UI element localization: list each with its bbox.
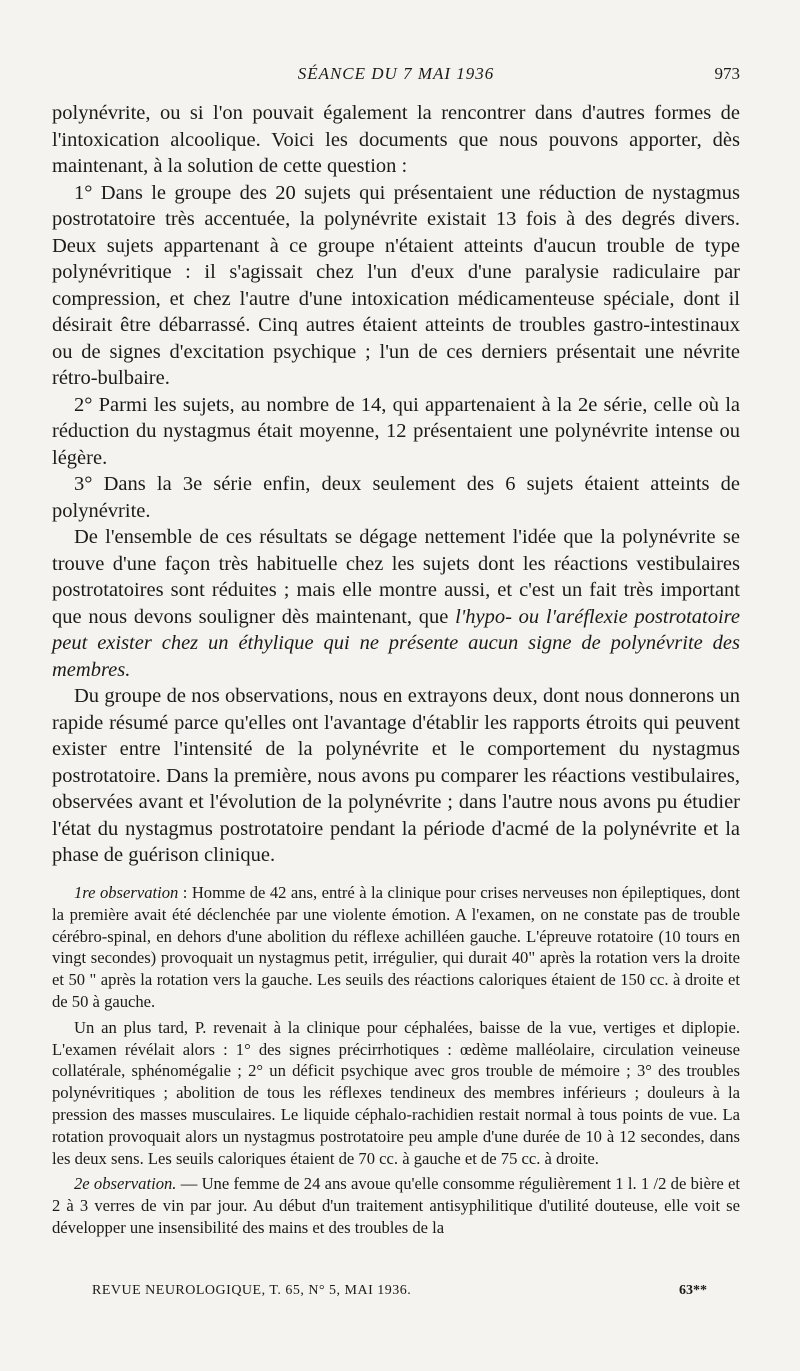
running-header <box>52 64 740 88</box>
signature-mark: 63** <box>679 1283 707 1298</box>
observation-1-continued: Un an plus tard, P. revenait à la clinique pour céphalées, baisse de la vue, vertiges et diplopie. L'examen révélait alors : 1° des signes précirrhotiques : œdème malléolaire, circulation veineuse collatérale, sphénomégalie ; 2° un déficit psychique avec gros trouble de mémoire ; 3° des troubles polynévritiques ; abolition de tous les réflexes tendineux des membres inférieurs ; douleurs à la pression des masses musculaires. Le liquide céphalo-rachidien restait normal à tous points de vue. La rotation provoquait alors un nystagmus postrotatoire peu ample d'une durée de 10 à 12 secondes, dans les deux sens. Les seuils caloriques étaient de 70 cc. à gauche et de 75 cc. à droite. <box>52 1017 740 1168</box>
paragraph <box>52 524 740 683</box>
main-text <box>52 100 740 869</box>
observation-1 <box>52 882 740 1013</box>
observation-text: : Homme de 42 ans, entré à la clinique pour crises nerveuses non épileptiques, dont la première avait été déclenchée par une violente émotion. A l'examen, on ne constate pas de trouble cérébro-spinal, en dehors d'une abolition du réflexe achilléen gauche. L'épreuve rotatoire (10 tours en vingt secondes) provoquait un nystagmus petit, irrégulier, qui durait 40" après la rotation vers la droite et 50 " après la rotation vers la gauche. Les seuils des réactions caloriques étaient de 150 cc. à droite et de 50 à gauche. <box>52 883 740 1011</box>
header-title: SÉANCE DU 7 MAI 1936 <box>297 64 495 83</box>
observation-label: 2e observation. <box>74 1174 177 1194</box>
observation-2 <box>52 1173 740 1238</box>
paragraph-text: De l'ensemble de ces résultats se dégage nettement l'idée que la polynévrite se trouve d'une façon très habituelle chez les sujets dont les réactions vestibulaires postrotatoires sont réduites ; mais elle montre aussi, et c'est un fait très important que nous devons souligner dès maintenant, que <box>52 526 740 628</box>
observation-text: — Une femme de 24 ans avoue qu'elle consomme régulièrement 1 l. 1 /2 de bière et 2 à 3 verres de vin par jour. Au début d'un traitement antisyphilitique d'utilité douteuse, elle voit se développer une insensibilité des mains et des troubles de la <box>52 1174 740 1237</box>
paragraph: polynévrite, ou si l'on pouvait également la rencontrer dans d'autres formes de l'intoxication alcoolique. Voici les documents que nous pouvons apporter, dès maintenant, à la solution de cette question : <box>52 102 740 177</box>
page-number: 973 <box>714 64 740 83</box>
paragraph: 3° Dans la 3e série enfin, deux seulement des 6 sujets étaient atteints de polynévrite. <box>52 473 740 522</box>
observations-notes <box>52 882 740 1243</box>
paragraph: 1° Dans le groupe des 20 sujets qui présentaient une réduction de nystagmus postrotatoire très accentuée, la polynévrite existait 13 fois à des degrés divers. Deux sujets appartenant à ce groupe n'étaient atteints d'aucun trouble de type polynévritique : il s'agissait chez l'un d'eux d'une paralysie radiculaire par compression, et chez l'autre d'une intoxication médicamenteuse spéciale, dont il désirait être débarrassé. Cinq autres étaient atteints de troubles gastro-intestinaux ou de signes d'excitation psychique ; l'un de ces derniers présentait une névrite rétro-bulbaire. <box>52 181 740 389</box>
emphasis-text: l'hypo- ou l'aréflexie postrotatoire peut exister chez un éthylique qui ne présente aucun signe de polynévrite des membres. <box>52 605 741 681</box>
observation-label: 1re observation <box>74 883 179 902</box>
paragraph: Du groupe de nos observations, nous en extrayons deux, dont nous donnerons un rapide résumé parce qu'elles ont l'avantage d'établir les rapports étroits qui peuvent exister entre l'intensité de la polynévrite et le comportement du nystagmus postrotatoire. Dans la première, nous avons pu comparer les réactions vestibulaires, observées avant et l'évolution de la polynévrite ; dans l'autre nous avons pu étudier l'état du nystagmus postrotatoire pendant la période d'acmé de la polynévrite et la phase de guérison clinique. <box>52 685 740 866</box>
paragraph: 2° Parmi les sujets, au nombre de 14, qui appartenaient à la 2e série, celle où la réduction du nystagmus était moyenne, 12 présentaient une polynévrite intense ou légère. <box>52 393 740 469</box>
journal-reference: REVUE NEUROLOGIQUE, T. 65, N° 5, MAI 1936. <box>92 1283 412 1298</box>
page-footer <box>92 1283 707 1305</box>
